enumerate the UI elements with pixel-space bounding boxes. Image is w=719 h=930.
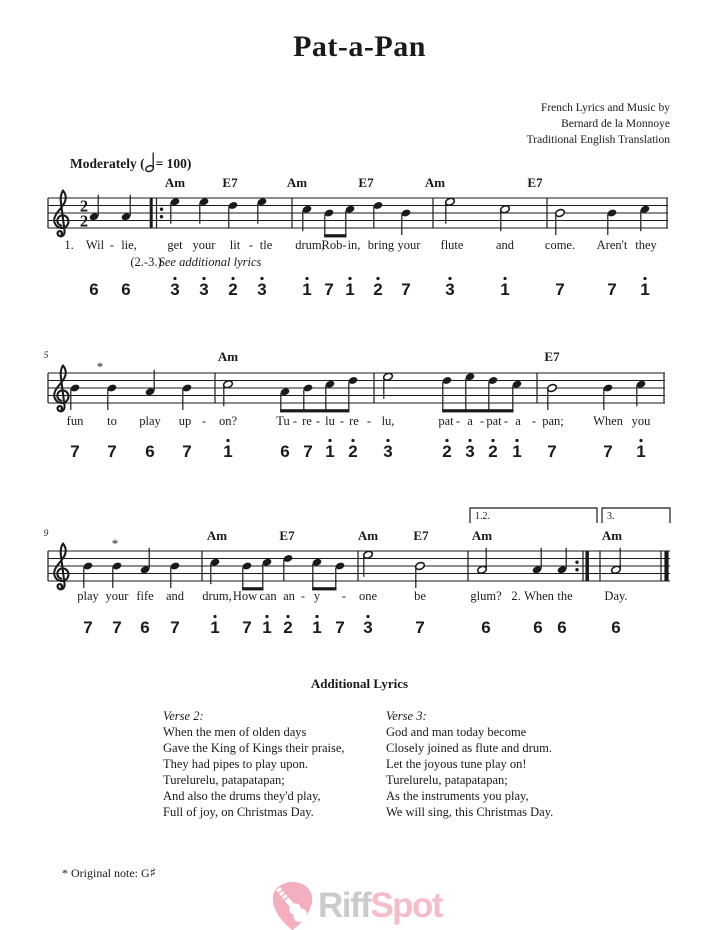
solfege-number: 3 — [445, 280, 455, 299]
lyric-syllable: come. — [544, 238, 576, 252]
credit-line: Bernard de la Monnoye — [561, 118, 670, 130]
lyric-syllable: pan; — [542, 414, 564, 428]
chord-symbol: E7 — [413, 528, 429, 543]
solfege-number: 6 — [145, 442, 155, 461]
solfege-number: 1 — [210, 618, 220, 637]
chord-symbol: E7 — [358, 175, 374, 190]
verse-3-block — [386, 708, 553, 820]
lyric-syllable: they — [635, 238, 657, 252]
chord-symbol: E7 — [279, 528, 295, 543]
beam — [442, 409, 513, 412]
solfege-number: 1 — [325, 442, 335, 461]
brand-name — [318, 882, 442, 930]
chord-symbol: E7 — [527, 175, 543, 190]
verse-line: And also the drums they'd play, — [163, 789, 321, 803]
lyric-syllable: tle — [259, 238, 273, 252]
solfege-number: 2 — [283, 618, 293, 637]
octave-dot — [491, 439, 494, 442]
lyric-syllable: one — [358, 589, 378, 603]
lyric-syllable: re — [349, 414, 359, 428]
lyric-syllable: lu — [325, 414, 335, 428]
solfege-number: 7 — [335, 618, 345, 637]
lyric-syllable: be — [414, 589, 426, 603]
solfege-number: 3 — [465, 442, 475, 461]
solfege-number: 2 — [348, 442, 358, 461]
octave-dot — [639, 439, 642, 442]
lyric-syllable: Aren't — [596, 238, 628, 252]
solfege-number: 1 — [345, 280, 355, 299]
solfege-number: 1 — [640, 280, 650, 299]
lyric-syllable: up — [178, 414, 192, 428]
lyric-syllable: pat — [438, 414, 454, 428]
solfege-number: 2 — [373, 280, 383, 299]
lyric-syllable: play — [139, 414, 161, 428]
lyric-syllable: in, — [347, 238, 361, 252]
lyric-syllable: - — [455, 414, 461, 428]
lyric-syllable: you — [631, 414, 651, 428]
verse-line: Let the joyous tune play on! — [386, 757, 527, 771]
chord-symbol: Am — [424, 175, 446, 190]
lyric-syllable: an — [283, 589, 295, 603]
octave-dot — [386, 439, 389, 442]
lyric-syllable: your — [192, 238, 216, 252]
lyric-syllable: - — [300, 589, 306, 603]
lyric-syllable: Wil — [85, 238, 105, 252]
solfege-number: 3 — [383, 442, 393, 461]
tempo-paren: ( — [140, 156, 145, 171]
measure-number: 9 — [43, 529, 49, 539]
lyric-syllable: bring — [367, 238, 395, 252]
solfege-number: 7 — [112, 618, 122, 637]
solfege-number: 7 — [303, 442, 313, 461]
lyric-syllable: pat — [486, 414, 502, 428]
octave-dot — [231, 277, 234, 280]
lyric-note: (2.-3.) — [130, 255, 162, 269]
lyric-syllable: to — [107, 414, 117, 428]
lyric-syllable: When — [524, 589, 554, 603]
solfege-number: 7 — [401, 280, 411, 299]
lyric-syllable: the — [557, 589, 573, 603]
lyric-syllable: and — [165, 589, 185, 603]
lyric-syllable: lie, — [121, 238, 137, 252]
credit-line: French Lyrics and Music by — [540, 102, 670, 114]
solfege-number: 1 — [312, 618, 322, 637]
solfege-number: 6 — [533, 618, 543, 637]
chord-symbol: Am — [601, 528, 623, 543]
footnote-text: * Original note: G — [62, 866, 150, 880]
measure-number: 5 — [43, 351, 49, 361]
guitar-pick-icon — [272, 882, 313, 930]
lyric-syllable: - — [201, 414, 207, 428]
octave-dot — [366, 615, 369, 618]
verse-2-block — [163, 708, 345, 820]
lyric-syllable: - — [248, 238, 254, 252]
octave-dot — [265, 615, 268, 618]
verse-line: They had pipes to play upon. — [163, 757, 309, 771]
chord-symbol: E7 — [544, 349, 560, 364]
lyric-syllable: - — [315, 414, 321, 428]
lyric-syllable: Rob- — [321, 238, 347, 252]
solfege-number: 6 — [557, 618, 567, 637]
lyric-syllable: play — [77, 589, 99, 603]
volta-label: 3. — [607, 511, 615, 522]
octave-dot — [348, 277, 351, 280]
footnote-asterisk: * — [96, 359, 104, 374]
lyric-syllable: - — [339, 414, 345, 428]
solfege-number: 7 — [170, 618, 180, 637]
solfege-number: 7 — [547, 442, 557, 461]
octave-dot — [448, 277, 451, 280]
sharp-sign: ♯ — [149, 866, 156, 881]
solfege-number: 2 — [442, 442, 452, 461]
verse-title: Verse 3: — [386, 709, 427, 723]
verse-line: Full of joy, on Christmas Day. — [163, 805, 314, 819]
solfege-number: 1 — [500, 280, 510, 299]
solfege-number: 7 — [182, 442, 192, 461]
octave-dot — [260, 277, 263, 280]
lyric-syllable: fife — [136, 589, 154, 603]
chord-symbol: Am — [471, 528, 493, 543]
lyric-syllable: - — [292, 414, 298, 428]
solfege-number: 6 — [89, 280, 99, 299]
riffspot-logo — [272, 882, 442, 930]
solfege-number: 1 — [223, 442, 233, 461]
repeat-dot — [160, 215, 163, 218]
repeat-dot — [575, 568, 578, 571]
octave-dot — [503, 277, 506, 280]
chord-symbol: Am — [217, 349, 239, 364]
solfege-number: 3 — [257, 280, 267, 299]
solfege-number: 7 — [242, 618, 252, 637]
chord-symbol: Am — [164, 175, 186, 190]
lyric-syllable: y — [313, 589, 321, 603]
chord-symbol: E7 — [222, 175, 238, 190]
chord-symbol: Am — [286, 175, 308, 190]
solfege-number: 7 — [107, 442, 117, 461]
octave-dot — [643, 277, 646, 280]
octave-dot — [226, 439, 229, 442]
lyric-syllable: re — [302, 414, 312, 428]
lyric-syllable: flute — [440, 238, 464, 252]
verse-line: We will sing, this Christmas Day. — [386, 805, 554, 819]
lyric-syllable: When — [593, 414, 623, 428]
octave-dot — [213, 615, 216, 618]
credit-line: Traditional English Translation — [526, 134, 670, 146]
lyric-syllable: a — [515, 414, 521, 428]
lyric-syllable: How — [232, 589, 258, 603]
lyric-syllable: drum, — [295, 238, 325, 252]
octave-dot — [376, 277, 379, 280]
lyric-syllable: - — [109, 238, 115, 252]
verse-line: When the men of olden days — [163, 725, 307, 739]
brand-spot: Spot — [370, 886, 443, 925]
chord-symbol: Am — [357, 528, 379, 543]
solfege-number: 7 — [603, 442, 613, 461]
octave-dot — [468, 439, 471, 442]
brand-riff: Riff — [318, 886, 371, 925]
lyric-syllable: drum, — [202, 589, 232, 603]
additional-lyrics-heading: Additional Lyrics — [310, 676, 409, 691]
beam — [324, 234, 346, 237]
lyric-syllable: lu, — [381, 414, 395, 428]
time-signature-top: 2 — [79, 196, 89, 216]
beam — [280, 409, 349, 412]
solfege-number: 1 — [512, 442, 522, 461]
footnote-asterisk: * — [111, 536, 119, 551]
lyric-syllable: 1. — [64, 238, 74, 252]
verse-line: Turelurelu, patapatapan; — [163, 773, 285, 787]
lyric-syllable: lit — [229, 238, 241, 252]
verse-line: As the instruments you play, — [386, 789, 529, 803]
solfege-number: 6 — [280, 442, 290, 461]
solfege-number: 7 — [324, 280, 334, 299]
lyric-syllable: Day. — [604, 589, 628, 603]
lyric-syllable: - — [366, 414, 372, 428]
lyric-syllable: - — [531, 414, 537, 428]
tempo-word: Moderately — [70, 156, 137, 171]
octave-dot — [445, 439, 448, 442]
verse-line: Turelurelu, patapatapan; — [386, 773, 508, 787]
solfege-number: 1 — [636, 442, 646, 461]
octave-dot — [315, 615, 318, 618]
solfege-number: 3 — [363, 618, 373, 637]
lyric-syllable: fun — [66, 414, 84, 428]
lyric-syllable: get — [167, 238, 183, 252]
octave-dot — [328, 439, 331, 442]
solfege-number: 3 — [170, 280, 180, 299]
lyric-syllable: 2. — [511, 589, 521, 603]
octave-dot — [173, 277, 176, 280]
time-signature-bottom: 2 — [79, 211, 89, 231]
solfege-number: 7 — [555, 280, 565, 299]
lyric-syllable: and — [495, 238, 515, 252]
verse-title: Verse 2: — [163, 709, 204, 723]
lyric-syllable: Tu — [276, 414, 290, 428]
lyric-syllable: glum? — [470, 589, 502, 603]
solfege-number: 6 — [140, 618, 150, 637]
solfege-number: 7 — [70, 442, 80, 461]
lyric-syllable: your — [105, 589, 129, 603]
lyric-syllable: - — [341, 589, 347, 603]
volta-label: 1.2. — [475, 511, 490, 522]
lyric-syllable: your — [397, 238, 421, 252]
solfege-number: 1 — [302, 280, 312, 299]
lyric-syllable: - — [479, 414, 485, 428]
octave-dot — [202, 277, 205, 280]
solfege-number: 3 — [199, 280, 209, 299]
solfege-number: 2 — [228, 280, 238, 299]
solfege-number: 6 — [121, 280, 131, 299]
chord-symbol: Am — [206, 528, 228, 543]
lyric-syllable: can — [259, 589, 277, 603]
lyric-note: See additional lyrics — [158, 255, 262, 269]
repeat-dot — [575, 561, 578, 564]
verse-line: God and man today become — [386, 725, 527, 739]
verse-line: Gave the King of Kings their praise, — [163, 741, 345, 755]
solfege-number: 6 — [611, 618, 621, 637]
solfege-number: 7 — [415, 618, 425, 637]
octave-dot — [286, 615, 289, 618]
solfege-number: 6 — [481, 618, 491, 637]
verse-line: Closely joined as flute and drum. — [386, 741, 552, 755]
solfege-number: 7 — [83, 618, 93, 637]
solfege-number: 2 — [488, 442, 498, 461]
octave-dot — [305, 277, 308, 280]
footnote — [62, 866, 156, 881]
lyric-syllable: - — [503, 414, 509, 428]
octave-dot — [515, 439, 518, 442]
octave-dot — [351, 439, 354, 442]
lyric-syllable: a — [467, 414, 473, 428]
repeat-dot — [160, 208, 163, 211]
tempo-value: = 100) — [155, 156, 192, 171]
solfege-number: 1 — [262, 618, 272, 637]
solfege-number: 7 — [607, 280, 617, 299]
lyric-syllable: on? — [218, 414, 238, 428]
page-title: Pat-a-Pan — [293, 30, 426, 63]
